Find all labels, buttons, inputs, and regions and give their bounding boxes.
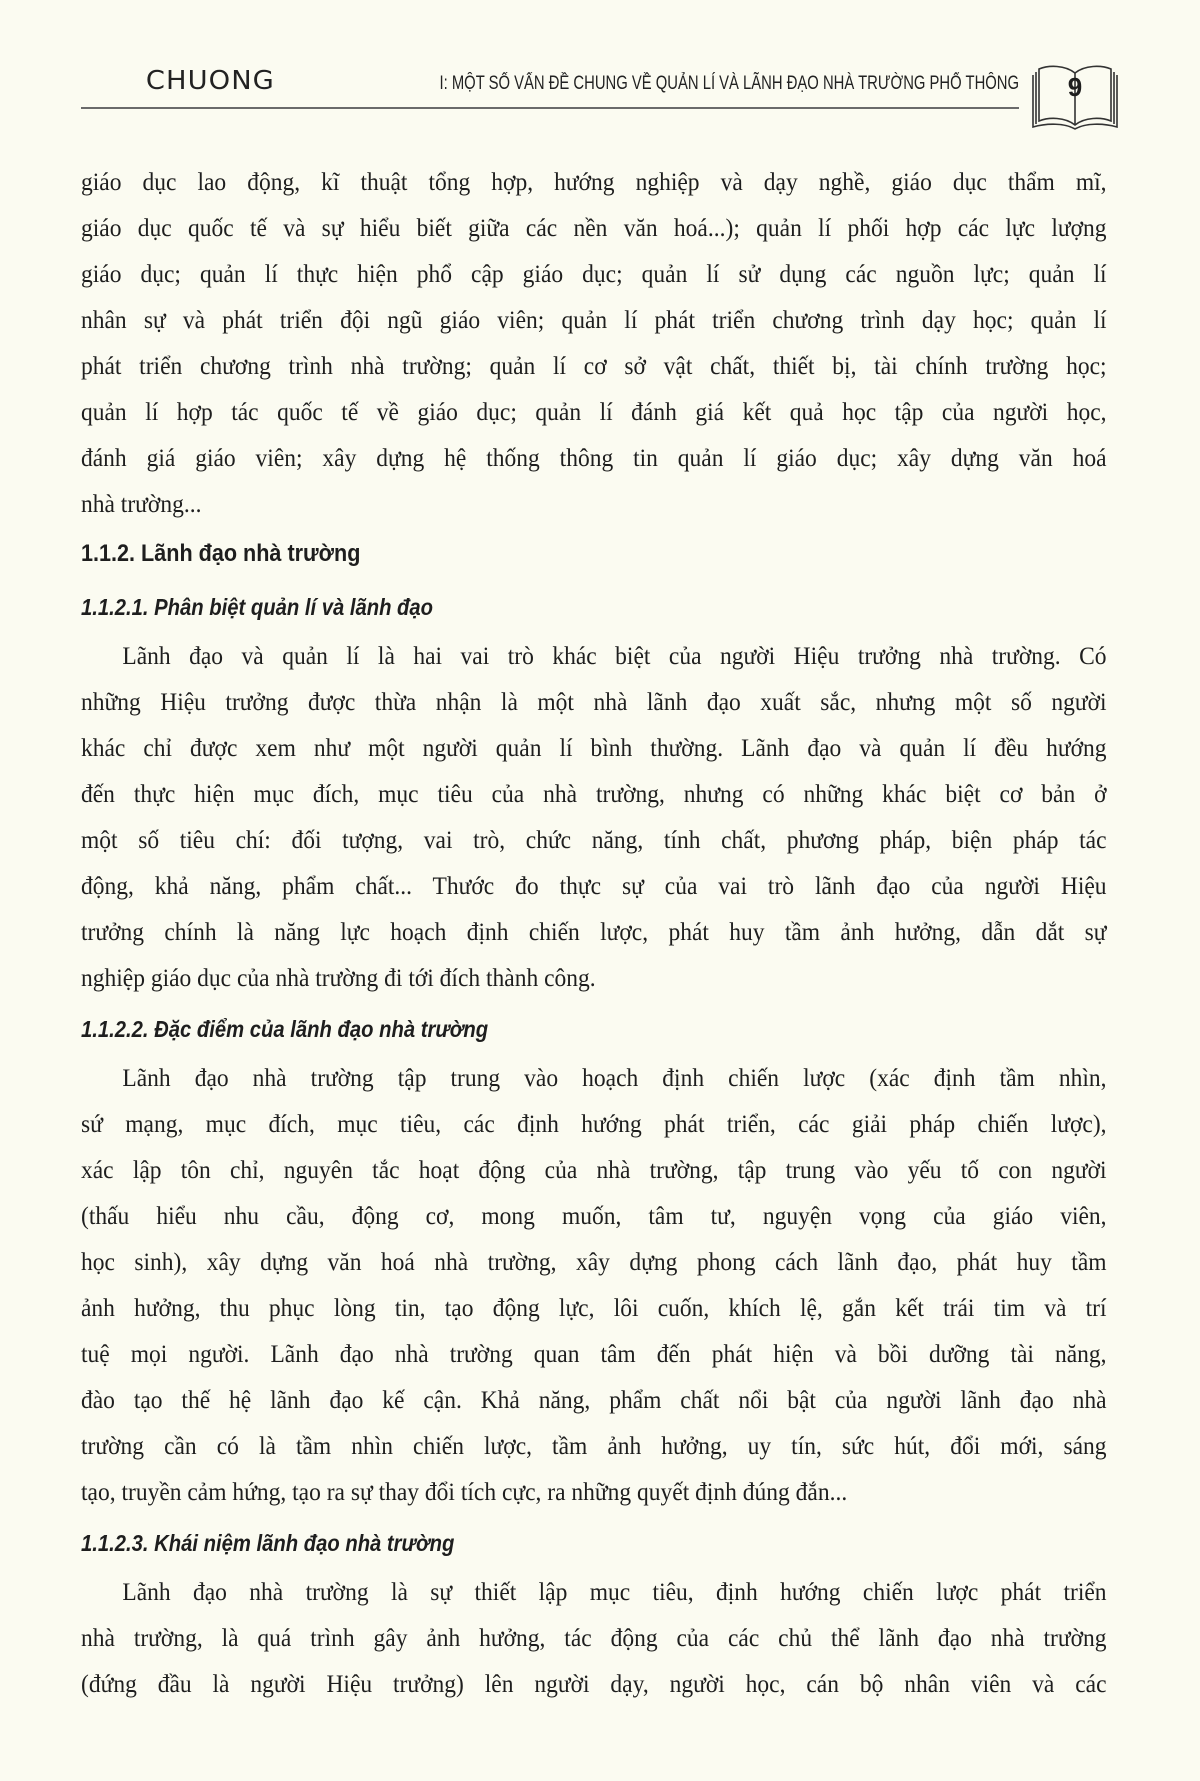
text-line: đánh giá giáo viên; xây dựng hệ thống thông tin quản lí giáo dục; xây dựng văn hoá <box>81 445 1107 472</box>
text-line: nhà trường, là quá trình gây ảnh hưởng, tác động của các chủ thể lãnh đạo nhà trường <box>81 1625 1107 1652</box>
text-line: giáo dục; quản lí thực hiện phổ cập giáo dục; quản lí sử dụng các nguồn lực; quản lí <box>81 261 1107 288</box>
running-header <box>81 66 1019 96</box>
text-line: giáo dục lao động, kĩ thuật tổng hợp, hướng nghiệp và dạy nghề, giáo dục thẩm mĩ, <box>81 169 1107 196</box>
text-line: Lãnh đạo nhà trường là sự thiết lập mục tiêu, định hướng chiến lược phát triển <box>122 1579 1107 1606</box>
text-line: nhà trường... <box>81 491 202 518</box>
text-line: đến thực hiện mục đích, mục tiêu của nhà trường, nhưng có những khác biệt cơ bản ở <box>81 781 1107 808</box>
text-line: động, khả năng, phẩm chất... Thước đo thực sự của vai trò lãnh đạo của người Hiệu <box>81 873 1107 900</box>
text-line: đào tạo thế hệ lãnh đạo kế cận. Khả năng, phẩm chất nổi bật của người lãnh đạo nhà <box>81 1387 1107 1414</box>
text-line: một số tiêu chí: đối tượng, vai trò, chức năng, tính chất, phương pháp, biện pháp tác <box>81 827 1107 854</box>
text-line: (đứng đầu là người Hiệu trưởng) lên người dạy, người học, cán bộ nhân viên và các <box>81 1671 1107 1698</box>
chapter-word: CHUONG <box>146 66 276 96</box>
subsection-heading: 1.1.2.3. Khái niệm lãnh đạo nhà trường <box>81 1530 455 1556</box>
text-line: những Hiệu trưởng được thừa nhận là một nhà lãnh đạo xuất sắc, nhưng một số người <box>81 689 1107 716</box>
subsection-heading: 1.1.2.2. Đặc điểm của lãnh đạo nhà trường <box>81 1016 489 1042</box>
text-line: phát triển chương trình nhà trường; quản lí cơ sở vật chất, thiết bị, tài chính trường học; <box>81 353 1107 380</box>
text-line: xác lập tôn chỉ, nguyên tắc hoạt động của nhà trường, tập trung vào yếu tố con người <box>81 1157 1107 1184</box>
header-rule <box>81 107 1019 109</box>
paragraph <box>81 1056 1107 1516</box>
chapter-title: I: MỘT SỐ VẤN ĐỀ CHUNG VỀ QUẢN LÍ VÀ LÃNH ĐẠO NHÀ TRƯỜNG PHỔ THÔNG <box>439 73 1019 94</box>
text-line: quản lí hợp tác quốc tế về giáo dục; quản lí đánh giá kết quả học tập của người học, <box>81 399 1107 426</box>
text-line: tạo, truyền cảm hứng, tạo ra sự thay đổi tích cực, ra những quyết định đúng đắn... <box>81 1479 848 1506</box>
text-line: trường cần có là tầm nhìn chiến lược, tầm ảnh hưởng, uy tín, sức hút, đổi mới, sáng <box>81 1433 1107 1460</box>
text-line: (thấu hiểu nhu cầu, động cơ, mong muốn, tâm tư, nguyện vọng của giáo viên, <box>81 1203 1107 1230</box>
text-line: ảnh hưởng, thu phục lòng tin, tạo động lực, lôi cuốn, khích lệ, gắn kết trái tim và trí <box>81 1295 1107 1322</box>
text-line: tuệ mọi người. Lãnh đạo nhà trường quan tâm đến phát hiện và bồi dưỡng tài năng, <box>81 1341 1107 1368</box>
subsection-heading: 1.1.2.1. Phân biệt quản lí và lãnh đạo <box>81 594 434 620</box>
text-line: khác chỉ được xem như một người quản lí bình thường. Lãnh đạo và quản lí đều hướng <box>81 735 1107 762</box>
text-line: trưởng chính là năng lực hoạch định chiến lược, phát huy tầm ảnh hưởng, dẫn dắt sự <box>81 919 1107 946</box>
page-body <box>81 160 1107 1708</box>
text-line: nhân sự và phát triển đội ngũ giáo viên; quản lí phát triển chương trình dạy học; quản lí <box>81 307 1107 334</box>
text-line: học sinh), xây dựng văn hoá nhà trường, xây dựng phong cách lãnh đạo, phát huy tầm <box>81 1249 1107 1276</box>
text-line: Lãnh đạo nhà trường tập trung vào hoạch định chiến lược (xác định tầm nhìn, <box>122 1065 1107 1092</box>
paragraph <box>81 160 1107 528</box>
paragraph <box>81 634 1107 1002</box>
text-line: Lãnh đạo và quản lí là hai vai trò khác biệt của người Hiệu trưởng nhà trường. Có <box>122 643 1107 670</box>
paragraph <box>81 1570 1107 1708</box>
section-heading: 1.1.2. Lãnh đạo nhà trường <box>81 540 361 567</box>
text-line: giáo dục quốc tế và sự hiểu biết giữa các nền văn hoá...); quản lí phối hợp các lực lượng <box>81 215 1107 242</box>
text-line: nghiệp giáo dục của nhà trường đi tới đích thành công. <box>81 965 596 992</box>
page-number: 9 <box>1067 72 1083 102</box>
text-line: sứ mạng, mục đích, mục tiêu, các định hướng phát triển, các giải pháp chiến lược), <box>81 1111 1107 1138</box>
